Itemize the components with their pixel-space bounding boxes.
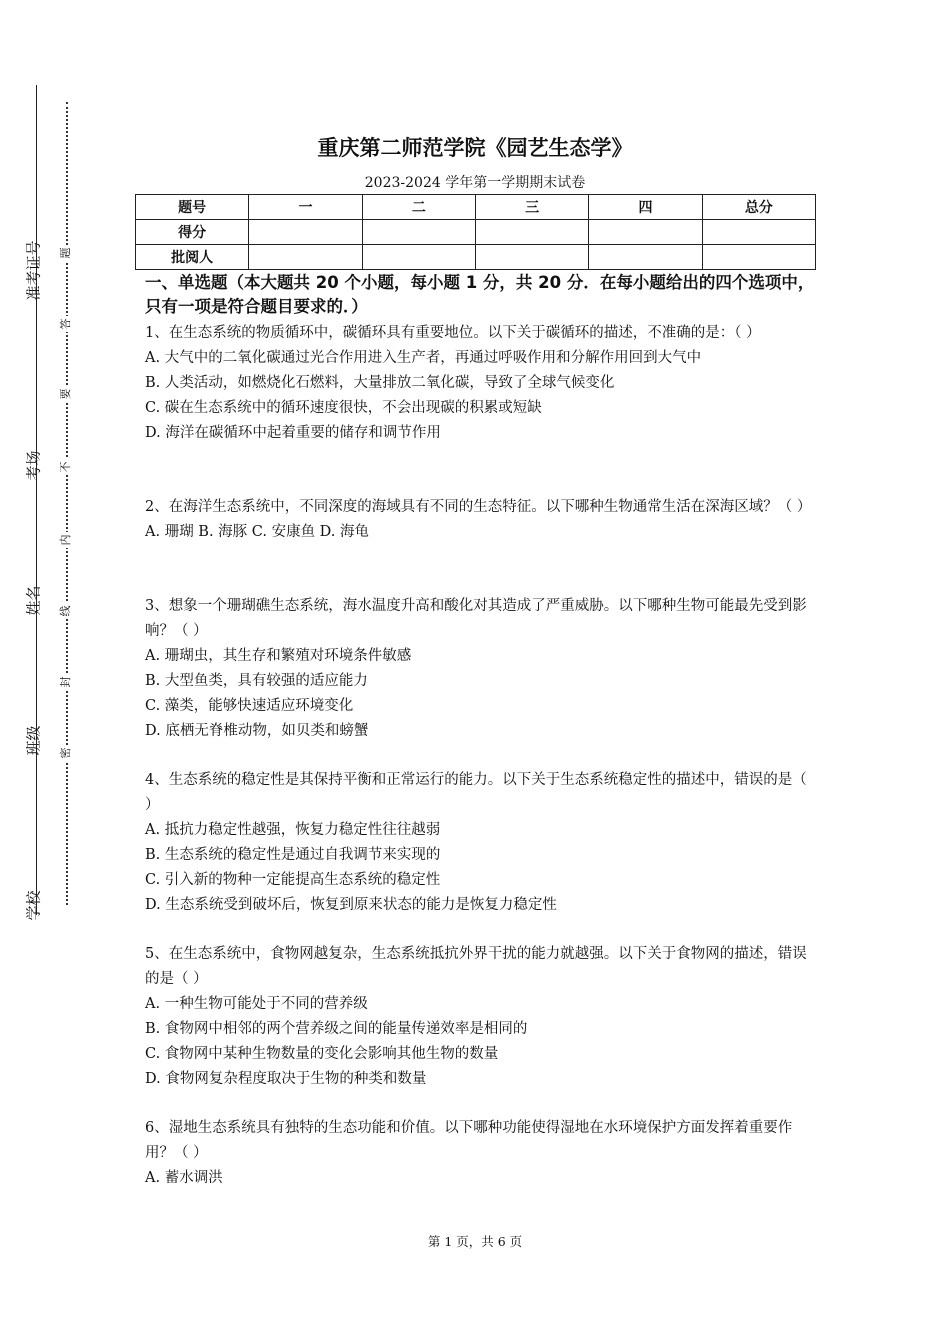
seal-dotted-line <box>66 102 68 905</box>
field-label-school: 学校 <box>24 890 43 921</box>
reviewer-row-label: 批阅人 <box>136 245 249 270</box>
question-stem: 5、在生态系统中，食物网越复杂，生态系统抵抗外界干扰的能力就越强。以下关于食物网的描述，错误的是（ ） <box>145 946 807 987</box>
option-d: D. 底栖无脊椎动物，如贝类和螃蟹 <box>145 723 369 739</box>
score-cell <box>589 220 702 245</box>
score-col-header: 四 <box>589 195 702 220</box>
option-d: D. 海洋在碳循环中起着重要的储存和调节作用 <box>145 425 441 441</box>
option-d: D. 生态系统受到破坏后，恢复到原来状态的能力是恢复力稳定性 <box>145 897 557 913</box>
question-stem: 3、想象一个珊瑚礁生态系统，海水温度升高和酸化对其造成了严重威胁。以下哪种生物可能最先受到影响？（ ） <box>145 598 807 639</box>
score-row-label: 得分 <box>136 220 249 245</box>
question-6 <box>145 1116 817 1191</box>
seal-char: 内 <box>58 532 74 548</box>
field-label-name: 姓名 <box>24 585 43 616</box>
page-number: 第 1 页，共 6 页 <box>427 1234 523 1249</box>
seal-char: 题 <box>58 245 74 261</box>
question-2 <box>145 495 817 545</box>
question-stem: 1、在生态系统的物质循环中，碳循环具有重要地位。以下关于碳循环的描述，不准确的是：（ ） <box>145 325 761 341</box>
reviewer-cell <box>249 245 362 270</box>
score-cell <box>475 220 588 245</box>
option-d: D. 食物网复杂程度取决于生物的种类和数量 <box>145 1071 427 1087</box>
reviewer-cell <box>702 245 815 270</box>
score-cell <box>702 220 815 245</box>
option-a: A. 大气中的二氧化碳通过光合作用进入生产者，再通过呼吸作用和分解作用回到大气中 <box>145 350 702 366</box>
score-col-header: 一 <box>249 195 362 220</box>
score-table <box>135 194 816 270</box>
seal-char: 不 <box>58 459 74 475</box>
exam-subtitle: 2023-2024 学年第一学期期末试卷 <box>364 175 586 191</box>
option-a: A. 抵抗力稳定性越强，恢复力稳定性往往越弱 <box>145 822 441 838</box>
option-b: B. 人类活动，如燃烧化石燃料，大量排放二氧化碳，导致了全球气候变化 <box>145 375 615 391</box>
seal-char: 线 <box>58 603 74 619</box>
field-label-exam-number: 准考证号 <box>24 240 43 301</box>
reviewer-cell <box>589 245 702 270</box>
score-cell <box>249 220 362 245</box>
field-label-class: 班级 <box>24 725 43 756</box>
field-label-exam-room: 考场 <box>24 450 43 481</box>
option-b: B. 大型鱼类，具有较强的适应能力 <box>145 673 368 689</box>
option-c: C. 藻类，能够快速适应环境变化 <box>145 698 354 714</box>
question-1 <box>145 321 817 446</box>
binding-line <box>36 85 37 915</box>
option-b: B. 生态系统的稳定性是通过自我调节来实现的 <box>145 847 441 863</box>
seal-char: 要 <box>58 386 74 402</box>
seal-char: 封 <box>58 674 74 690</box>
seal-char: 答 <box>58 316 74 332</box>
exam-title: 重庆第二师范学院《园艺生态学》 <box>317 136 633 160</box>
seal-char: 密 <box>58 745 74 761</box>
section-heading: 一、单选题（本大题共 20 个小题，每小题 1 分，共 20 分．在每小题给出的四个选项中，只有一项是符合题目要求的．） <box>145 273 815 316</box>
score-col-header: 二 <box>362 195 475 220</box>
reviewer-row <box>136 245 816 270</box>
reviewer-cell <box>362 245 475 270</box>
score-row <box>136 220 816 245</box>
option-c: C. 引入新的物种一定能提高生态系统的稳定性 <box>145 872 441 888</box>
option-a: A. 珊瑚虫，其生存和繁殖对环境条件敏感 <box>145 648 412 664</box>
option-c: C. 碳在生态系统中的循环速度很快，不会出现碳的积累或短缺 <box>145 400 542 416</box>
score-col-header: 题号 <box>136 195 249 220</box>
score-table-header-row <box>136 195 816 220</box>
option-b: B. 食物网中相邻的两个营养级之间的能量传递效率是相同的 <box>145 1021 528 1037</box>
question-stem: 4、生态系统的稳定性是其保持平衡和正常运行的能力。以下关于生态系统稳定性的描述中，错误的是（ ） <box>145 772 807 813</box>
question-stem: 2、在海洋生态系统中，不同深度的海域具有不同的生态特征。以下哪种生物通常生活在深海区域？（ ） <box>145 499 812 515</box>
question-4 <box>145 768 817 918</box>
question-stem: 6、湿地生态系统具有独特的生态功能和价值。以下哪种功能使得湿地在水环境保护方面发挥着重要作用？（ ） <box>145 1120 793 1161</box>
score-cell <box>362 220 475 245</box>
score-col-header: 三 <box>475 195 588 220</box>
score-col-header: 总分 <box>702 195 815 220</box>
option-a: A. 蓄水调洪 <box>145 1170 223 1186</box>
options-inline: A. 珊瑚 B. 海豚 C. 安康鱼 D. 海龟 <box>145 524 370 540</box>
option-c: C. 食物网中某种生物数量的变化会影响其他生物的数量 <box>145 1046 499 1062</box>
option-a: A. 一种生物可能处于不同的营养级 <box>145 996 368 1012</box>
question-5 <box>145 942 817 1092</box>
reviewer-cell <box>475 245 588 270</box>
question-3 <box>145 594 817 744</box>
